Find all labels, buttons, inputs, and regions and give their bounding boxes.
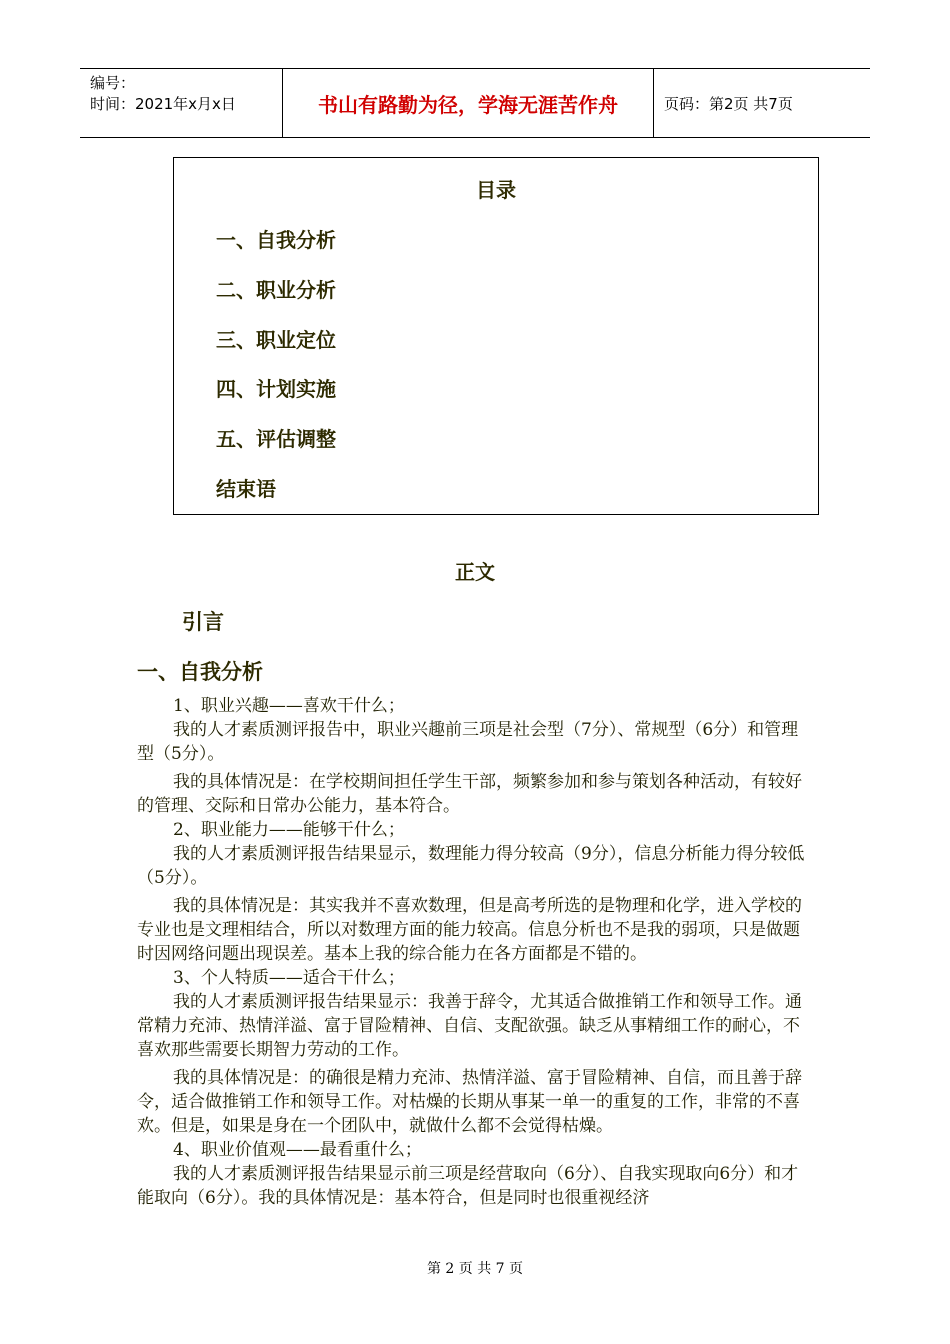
paragraph: 我的具体情况是：的确很是精力充沛、热情洋溢、富于冒险精神、自信，而且善于辞令，适合做推销工作和领导工作。对枯燥的长期从事某一单一的重复的工作，非常的不喜欢。但是，如果是身在一个团队中，就做什么都不会觉得枯燥。 <box>137 1068 802 1136</box>
paragraph: 我的具体情况是：在学校期间担任学生干部，频繁参加和参与策划各种活动，有较好的管理、交际和日常办公能力，基本符合。 <box>137 772 802 816</box>
page-footer: 第 2 页 共 7 页 <box>426 1261 524 1277</box>
page-info-text: 页码：第2页 共7页 <box>664 94 793 113</box>
page-header <box>80 68 870 138</box>
number-label: 编号： <box>90 74 136 92</box>
body-text <box>137 694 815 1210</box>
paragraph: 我的人才素质测评报告结果显示前三项是经营取向（6分）、自我实现取向6分）和才能取向（6分）。我的具体情况是：基本符合，但是同时也很重视经济 <box>137 1164 799 1208</box>
toc-item: 三、职业定位 <box>216 328 336 352</box>
section-title: 一、自我分析 <box>137 660 263 684</box>
subheading: 1、职业兴趣——喜欢干什么； <box>173 696 405 716</box>
toc-item: 二、职业分析 <box>216 278 336 302</box>
subheading: 4、职业价值观——最看重什么； <box>173 1140 422 1160</box>
paragraph: 我的具体情况是：其实我并不喜欢数理，但是高考所选的是物理和化学，进入学校的专业也是文理相结合，所以对数理方面的能力较高。信息分析也不是我的弱项，只是做题时因网络问题出现误差。基本上我的综合能力在各方面都是不错的。 <box>137 896 802 964</box>
main-heading: 正文 <box>455 560 495 584</box>
header-page-info <box>654 69 870 137</box>
paragraph: 我的人才素质测评报告中，职业兴趣前三项是社会型（7分）、常规型（6分）和管理型（5分）。 <box>137 720 799 764</box>
header-motto-cell <box>282 69 654 137</box>
toc-item: 五、评估调整 <box>216 427 336 451</box>
toc-title: 目录 <box>476 178 516 202</box>
toc-item: 一、自我分析 <box>216 228 336 252</box>
date-label: 时间：2021年x月x日 <box>90 95 236 113</box>
subheading: 3、个人特质——适合干什么； <box>173 968 405 988</box>
motto-text: 书山有路勤为径，学海无涯苦作舟 <box>318 92 618 117</box>
paragraph: 我的人才素质测评报告结果显示，数理能力得分较高（9分），信息分析能力得分较低（5分）。 <box>137 844 805 888</box>
table-of-contents <box>173 157 819 515</box>
header-meta <box>80 69 282 137</box>
paragraph: 我的人才素质测评报告结果显示：我善于辞令，尤其适合做推销工作和领导工作。通常精力充沛、热情洋溢、富于冒险精神、自信、支配欲强。缺乏从事精细工作的耐心，不喜欢那些需要长期智力劳动的工作。 <box>137 992 802 1060</box>
toc-item: 结束语 <box>216 477 276 501</box>
subheading: 2、职业能力——能够干什么； <box>173 820 405 840</box>
toc-item: 四、计划实施 <box>216 377 336 401</box>
intro-heading: 引言 <box>182 610 224 634</box>
